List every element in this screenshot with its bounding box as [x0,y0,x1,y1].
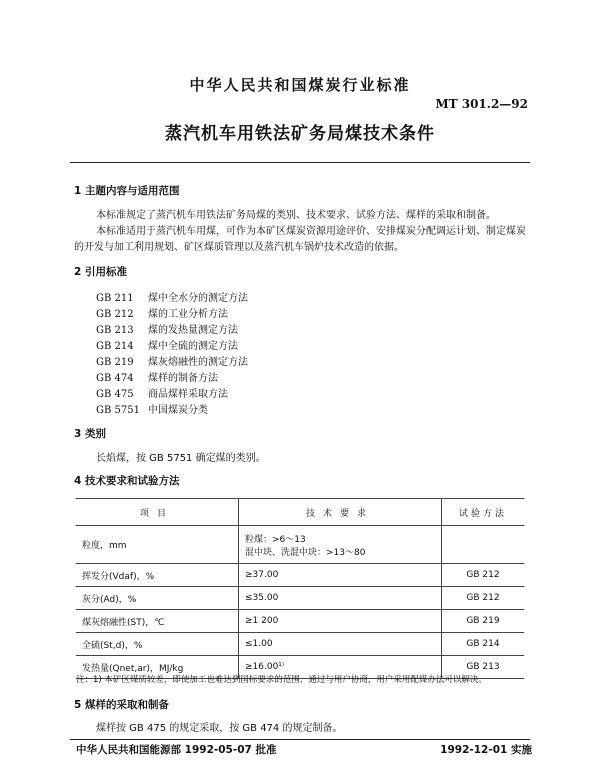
ref-item [96,289,248,304]
ref-item [96,353,248,368]
ref-name: 煤中全水分的测定方法 [148,293,248,304]
ref-code: GB 211 [96,293,134,304]
cell-item: 煤灰熔融性(ST)，℃ [76,610,239,633]
cell-method: GB 213 [442,656,525,679]
ref-item [96,321,238,336]
cell-requirement: ≤1.00 [239,633,442,656]
table-row [76,587,524,610]
ref-item [96,337,238,352]
ref-name: 商品煤样采取方法 [148,389,228,400]
table-header-requirement: 技术要求 [239,499,442,526]
section-5-text: 煤样按 GB 475 的规定采取，按 GB 474 的规定制备。 [96,723,343,734]
effective-date: 1992-12-01 实施 [440,744,532,756]
cell-requirement: ≥1 200 [239,610,442,633]
section-5-heading: 5 煤样的采取和制备 [74,699,169,711]
section-2-heading: 2 引用标准 [74,266,127,278]
ref-code: GB 212 [96,309,134,320]
cell-method [442,526,525,564]
cell-requirement: ≥16.00¹⁾ [239,656,442,679]
header-rule [70,162,530,163]
ref-item [96,385,228,400]
table-row [76,564,524,587]
cell-requirement: ≥37.00 [239,564,442,587]
ref-name: 煤的发热量测定方法 [148,325,238,336]
cell-requirement [239,526,442,564]
standard-code: MT 301.2—92 [435,97,528,111]
cell-method: GB 212 [442,587,525,610]
ref-name: 煤的工业分析方法 [148,309,228,320]
table-header-row [76,499,524,526]
cell-item: 粒度，mm [76,526,239,564]
table-row [76,633,524,656]
section-3-text: 长焰煤，按 GB 5751 确定煤的类别。 [96,453,266,464]
ref-name: 煤样的制备方法 [148,373,218,384]
table-row [76,610,524,633]
section-3-heading: 3 类别 [74,428,106,440]
document-title: 蒸汽机车用铁法矿务局煤技术条件 [165,124,435,144]
approval-line: 中华人民共和国能源部 1992-05-07 批准 [76,744,277,756]
ref-code: GB 213 [96,325,134,336]
section-1-heading: 1 主题内容与适用范围 [74,185,180,197]
ref-name: 煤中全硫的测定方法 [148,341,238,352]
ref-item [96,305,228,320]
section-1-para-1: 本标准规定了蒸汽机车用铁法矿务局煤的类别、技术要求、试验方法、煤样的采取和制备。 [96,210,496,221]
ref-name: 煤灰熔融性的测定方法 [148,357,248,368]
cell-item: 挥发分(Vdaf)，% [76,564,239,587]
table-footnote: 注：1) 本矿区煤质较差，即使加工也难达到国标要求的范围，通过与用户协商，用户采用配煤办法可以解决。 [76,675,487,685]
ref-code: GB 219 [96,357,134,368]
ref-item [96,401,208,416]
cell-method: GB 214 [442,633,525,656]
ref-code: GB 214 [96,341,134,352]
ref-item [96,369,218,384]
table-row [76,526,524,564]
ref-code: GB 475 [96,389,134,400]
cell-requirement-line-2: 混中块、洗混中块：>13～80 [245,547,366,558]
cell-item: 发热量(Qnet,ar)，MJ/kg [76,656,239,679]
footer-rule [70,739,530,740]
section-1-para-2: 本标准适用于蒸汽机车用煤，可作为本矿区煤炭资源用途评价、安排煤炭分配调运计划、制定煤炭的开发与加工利用规划、矿区煤质管理以及蒸汽机车锅炉技术改造的依据。 [74,226,526,253]
cell-method: GB 212 [442,564,525,587]
cell-requirement: ≤35.00 [239,587,442,610]
tech-requirements-table [76,498,524,679]
standard-category: 中华人民共和国煤炭行业标准 [189,76,411,94]
table-header-item: 项目 [76,499,239,526]
cell-item: 灰分(Ad)，% [76,587,239,610]
ref-name: 中国煤炭分类 [148,405,208,416]
table-header-method: 试验方法 [442,499,525,526]
ref-code: GB 474 [96,373,134,384]
ref-code: GB 5751 [96,405,140,416]
cell-method: GB 219 [442,610,525,633]
section-4-heading: 4 技术要求和试验方法 [74,475,180,487]
cell-requirement-line-1: 粒煤：>6～13 [245,534,306,545]
cell-item: 全硫(St,d)，% [76,633,239,656]
